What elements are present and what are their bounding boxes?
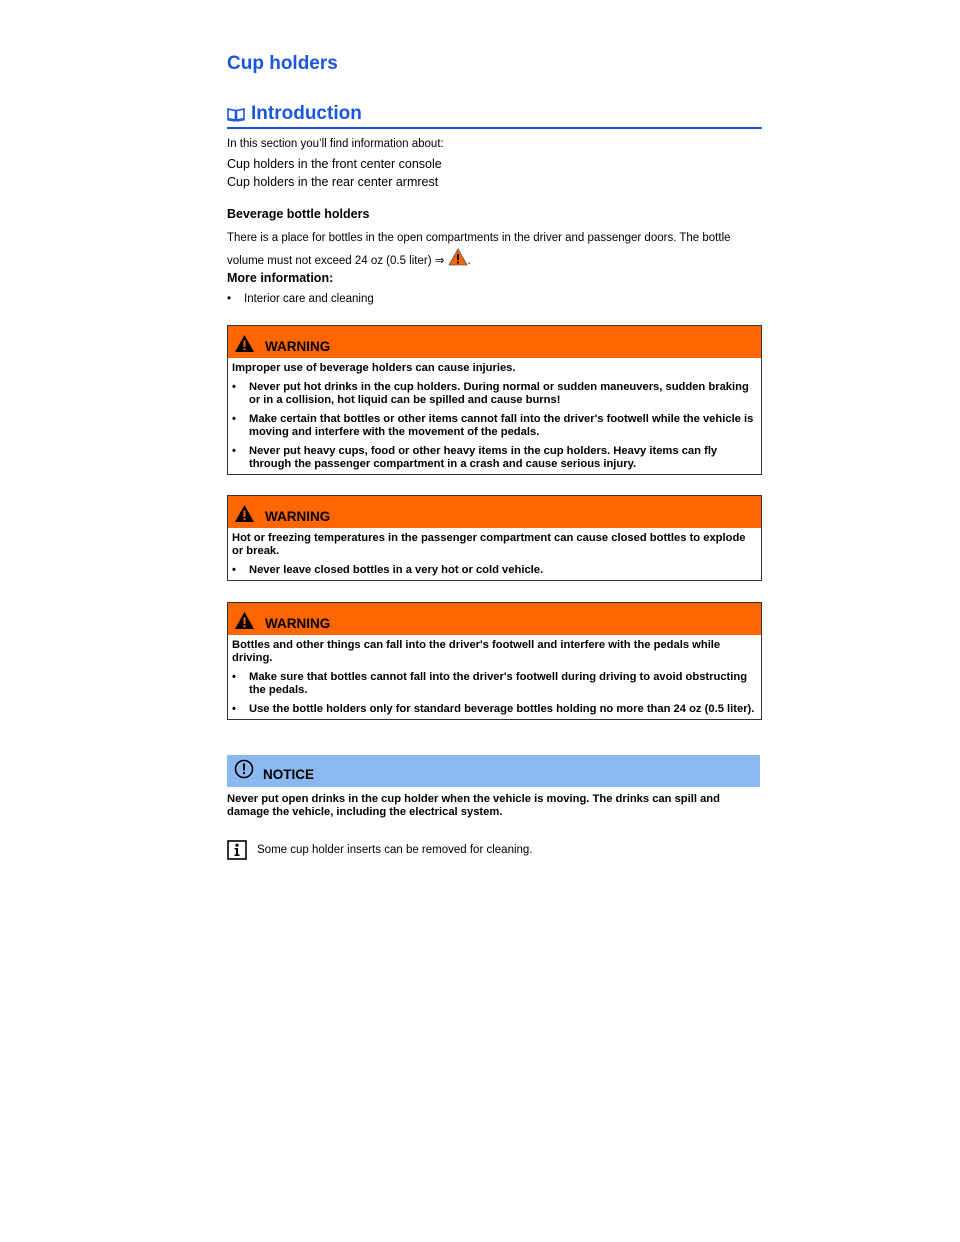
- warning-body: [228, 635, 761, 719]
- warning-bullet-text: Use the bottle holders only for standard beverage bottles holding no more than 24 oz (0.5 liter).: [249, 703, 755, 715]
- more-info-item[interactable]: [227, 293, 374, 305]
- more-info-heading: More information:: [227, 271, 334, 285]
- more-info-link[interactable]: Interior care and cleaning: [244, 293, 374, 305]
- warning-bullet-text: Never put hot drinks in the cup holders. During normal or sudden maneuvers, sudden braking or in a collision, hot liquid can be spilled and cause burns!: [249, 381, 749, 406]
- warning-bullet: [232, 413, 757, 439]
- section-title: Introduction: [251, 103, 362, 124]
- bullet: •: [232, 413, 236, 425]
- warning-label: WARNING: [265, 339, 331, 354]
- info-note-text: Some cup holder inserts can be removed for cleaning.: [257, 844, 533, 856]
- bullet: •: [232, 671, 236, 683]
- warning-bullet: [232, 564, 757, 577]
- beverage-text-body: There is a place for bottles in the open compartments in the driver and passenger doors. The bottle volume must not exceed 24 oz (0.5 liter) ⇒: [227, 232, 731, 267]
- exclamation-circle-icon: [234, 759, 254, 779]
- warning-intro: Bottles and other things can fall into the driver's footwell and interfere with the pedals while driving.: [232, 639, 721, 664]
- bullet: •: [232, 445, 236, 457]
- warning-triangle-icon: [234, 611, 255, 630]
- info-note: [227, 840, 533, 860]
- warning-bullet-text: Never leave closed bottles in a very hot or cold vehicle.: [249, 564, 544, 576]
- warning-triangle-icon: [234, 504, 255, 523]
- warning-box-3: [227, 602, 762, 720]
- bullet: •: [232, 381, 236, 393]
- warning-label: WARNING: [265, 509, 331, 524]
- warning-label: WARNING: [265, 616, 331, 631]
- beverage-heading: Beverage bottle holders: [227, 207, 370, 221]
- beverage-text: [227, 228, 757, 271]
- warning-bullet: [232, 445, 757, 471]
- warning-header: [228, 326, 761, 358]
- bullet: •: [227, 293, 232, 305]
- bullet: •: [232, 564, 236, 576]
- warning-bullet: [232, 671, 757, 697]
- notice-text: Never put open drinks in the cup holder when the vehicle is moving. The drinks can spill and damage the vehicle, including the electrical system.: [227, 793, 720, 818]
- warning-box-2: [227, 495, 762, 581]
- notice-label: NOTICE: [263, 766, 315, 782]
- intro-text: In this section you’ll find information about:: [227, 138, 444, 150]
- warning-header: [228, 603, 761, 635]
- warning-header: [228, 496, 761, 528]
- warning-triangle-icon: [234, 334, 255, 353]
- warning-body: [228, 528, 761, 580]
- warning-intro: Improper use of beverage holders can cause injuries.: [232, 362, 516, 374]
- notice-header: [227, 755, 760, 787]
- book-icon: [227, 106, 245, 122]
- info-icon: [227, 840, 247, 860]
- page-title: Cup holders: [227, 53, 338, 74]
- topic-link-front[interactable]: Cup holders in the front center console: [227, 157, 442, 171]
- warning-bullet: [232, 381, 757, 407]
- warning-body: [228, 358, 761, 474]
- warning-triangle-icon[interactable]: [448, 248, 468, 266]
- topic-link-rear[interactable]: Cup holders in the rear center armrest: [227, 175, 439, 189]
- beverage-text-end: .: [467, 255, 471, 267]
- warning-bullet-text: Make certain that bottles or other items cannot fall into the driver's footwell while the vehicle is moving and interfere with the movement of the pedals.: [249, 413, 754, 438]
- warning-bullet-text: Make sure that bottles cannot fall into the driver's footwell during driving to avoid obstructing the pedals.: [249, 671, 748, 696]
- warning-bullet-text: Never put heavy cups, food or other heavy items in the cup holders. Heavy items can fly through the passenger compartment in a crash and cause serious injury.: [249, 445, 718, 470]
- warning-bullet: [232, 703, 757, 716]
- warning-intro: Hot or freezing temperatures in the passenger compartment can cause closed bottles to explode or break.: [232, 532, 746, 557]
- bullet: •: [232, 703, 236, 715]
- warning-box-1: [227, 325, 762, 475]
- section-heading: [227, 101, 762, 129]
